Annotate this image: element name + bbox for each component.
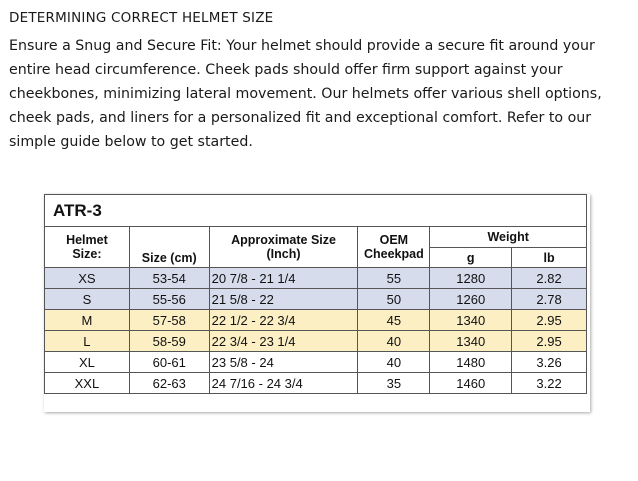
header-helmet-size-line2: Size: <box>72 247 102 261</box>
table-row <box>45 268 587 289</box>
cell-size: XXL <box>45 373 130 394</box>
header-approx-size <box>209 227 358 268</box>
cell-size: L <box>45 331 130 352</box>
header-weight: Weight <box>430 227 587 248</box>
table-row <box>45 373 587 394</box>
cell-pounds: 2.78 <box>512 289 587 310</box>
header-approx-line2: (Inch) <box>266 247 301 261</box>
table-body <box>45 268 587 394</box>
cell-size: M <box>45 310 130 331</box>
cell-grams: 1460 <box>430 373 512 394</box>
table-row <box>45 331 587 352</box>
size-chart <box>44 194 590 412</box>
cell-size-cm: 62-63 <box>129 373 209 394</box>
cell-approx-inch: 24 7/16 - 24 3/4 <box>209 373 358 394</box>
table-title: ATR-3 <box>45 195 587 227</box>
page-heading: DETERMINING CORRECT HELMET SIZE <box>9 10 274 26</box>
cell-cheekpad: 40 <box>358 352 430 373</box>
cell-pounds: 3.26 <box>512 352 587 373</box>
header-approx-line1: Approximate Size <box>231 233 336 247</box>
header-oem-line2: Cheekpad <box>363 247 424 261</box>
cell-cheekpad: 55 <box>358 268 430 289</box>
cell-cheekpad: 45 <box>358 310 430 331</box>
cell-pounds: 3.22 <box>512 373 587 394</box>
cell-pounds: 2.82 <box>512 268 587 289</box>
cell-size-cm: 60-61 <box>129 352 209 373</box>
size-table <box>44 194 587 394</box>
cell-cheekpad: 50 <box>358 289 430 310</box>
cell-pounds: 2.95 <box>512 310 587 331</box>
cell-size-cm: 53-54 <box>129 268 209 289</box>
cell-cheekpad: 40 <box>358 331 430 352</box>
table-row <box>45 352 587 373</box>
cell-size: XL <box>45 352 130 373</box>
cell-grams: 1280 <box>430 268 512 289</box>
header-helmet-size <box>45 227 130 268</box>
cell-approx-inch: 23 5/8 - 24 <box>209 352 358 373</box>
cell-size-cm: 55-56 <box>129 289 209 310</box>
header-oem-cheekpad <box>358 227 430 268</box>
cell-approx-inch: 22 3/4 - 23 1/4 <box>209 331 358 352</box>
cell-grams: 1340 <box>430 310 512 331</box>
intro-paragraph: Ensure a Snug and Secure Fit: Your helmet should provide a secure fit around your entire head circumference. Cheek pads should offer firm support against your cheekbones, minimizing lateral movement. Our helmets offer various shell options, cheek pads, and liners for a personalized fit and exceptional comfort. Refer to our simple guide below to get started. <box>9 38 602 150</box>
cell-approx-inch: 20 7/8 - 21 1/4 <box>209 268 358 289</box>
table-row <box>45 289 587 310</box>
header-grams: g <box>430 248 512 268</box>
cell-size-cm: 57-58 <box>129 310 209 331</box>
cell-pounds: 2.95 <box>512 331 587 352</box>
cell-grams: 1260 <box>430 289 512 310</box>
cell-size-cm: 58-59 <box>129 331 209 352</box>
cell-approx-inch: 21 5/8 - 22 <box>209 289 358 310</box>
cell-size: XS <box>45 268 130 289</box>
header-oem-line1: OEM <box>379 233 409 247</box>
header-helmet-size-line1: Helmet <box>66 233 108 247</box>
cell-grams: 1340 <box>430 331 512 352</box>
header-pounds: lb <box>512 248 587 268</box>
cell-cheekpad: 35 <box>358 373 430 394</box>
header-size-cm: Size (cm) <box>129 227 209 268</box>
cell-approx-inch: 22 1/2 - 22 3/4 <box>209 310 358 331</box>
cell-grams: 1480 <box>430 352 512 373</box>
table-row <box>45 310 587 331</box>
cell-size: S <box>45 289 130 310</box>
